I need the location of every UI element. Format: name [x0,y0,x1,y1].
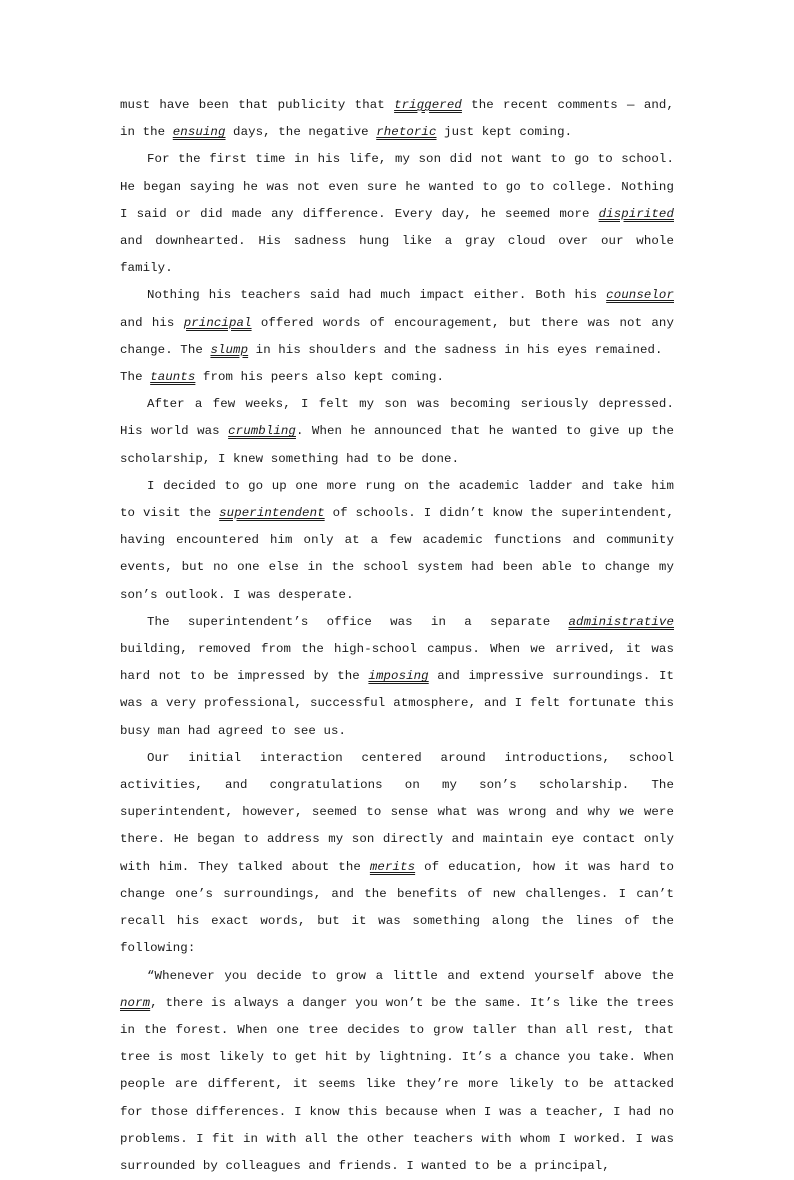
text-run: Nothing his teachers said had much impact either. Both his [147,288,606,302]
vocabulary-word: triggered [394,98,462,112]
vocabulary-word: administrative [569,615,675,629]
text-run: , there is always a danger you won’t be the same. It’s like the trees in the forest. When one tree decides to grow taller than all rest, that tree is most likely to get hit by lightning. It’s a chance you take. When people are different, it seems like they’re more likely to be attacked for those differences. I know this because when I was a teacher, I had no problems. I fit in with all the other teachers with whom I worked. I was surrounded by colleagues and friends. I wanted to be a principal, [120,996,674,1173]
text-run: just kept coming. [437,125,573,139]
vocabulary-word: crumbling [228,424,296,438]
text-run: and impressive surroundings. It was a very professional, successful atmosphere, and I felt fortunate this busy man had agreed to see us. [120,669,674,737]
text-run: and his [120,316,184,330]
paragraph [120,364,674,391]
paragraph [120,963,674,1180]
paragraph [120,92,674,146]
text-run: the recent comments — and, in the [120,98,674,139]
vocabulary-word: principal [184,316,252,330]
text-run: “Whenever you decide to grow a little and extend yourself above the [147,969,674,983]
vocabulary-word: superintendent [219,506,325,520]
text-run: days, the negative [226,125,377,139]
text-run: offered words of encouragement, but there was not any change. The [120,316,674,357]
vocabulary-word: slump [210,343,248,357]
text-run: After a few weeks, I felt my son was becoming seriously depressed. His world was [120,397,674,438]
text-run: For the first time in his life, my son did not want to go to school. He began saying he was not even sure he wanted to go to college. Nothing I said or did made any difference. Every day, he seemed more [120,152,674,220]
document-body [120,92,674,1180]
vocabulary-word: counselor [606,288,674,302]
text-run: of schools. I didn’t know the superintendent, having encountered him only at a few academic functions and community events, but no one else in the school system had been able to change my son’s outlook. I was desperate. [120,506,674,602]
vocabulary-word: imposing [368,669,428,683]
text-run: in his shoulders and the sadness in his eyes remained. [248,343,662,357]
vocabulary-word: ensuing [173,125,226,139]
vocabulary-word: taunts [150,370,195,384]
vocabulary-word: norm [120,996,150,1010]
vocabulary-word: dispirited [599,207,674,221]
text-run: The superintendent’s office was in a separate [147,615,569,629]
paragraph [120,745,674,963]
text-run: I decided to go up one more rung on the academic ladder and take him to visit the [120,479,674,520]
text-run: The [120,370,150,384]
text-run: building, removed from the high-school campus. When we arrived, it was hard not to be impressed by the [120,642,674,683]
vocabulary-word: merits [370,860,415,874]
paragraph [120,146,674,282]
text-run: Our initial interaction centered around introductions, school activities, and congratulations on my son’s scholarship. The superintendent, however, seemed to sense what was wrong and why we were there. He began to address my son directly and maintain eye contact only with him. They talked about the [120,751,674,874]
vocabulary-word: rhetoric [376,125,436,139]
text-run: from his peers also kept coming. [195,370,444,384]
text-run: must have been that publicity that [120,98,394,112]
paragraph [120,473,674,609]
text-run: and downhearted. His sadness hung like a gray cloud over our whole family. [120,234,674,275]
paragraph [120,391,674,473]
paragraph [120,609,674,745]
text-run: of education, how it was hard to change one’s surroundings, and the benefits of new challenges. I can’t recall his exact words, but it was something along the lines of the following: [120,860,674,956]
paragraph [120,282,674,364]
text-run: . When he announced that he wanted to give up the scholarship, I knew something had to be done. [120,424,674,465]
